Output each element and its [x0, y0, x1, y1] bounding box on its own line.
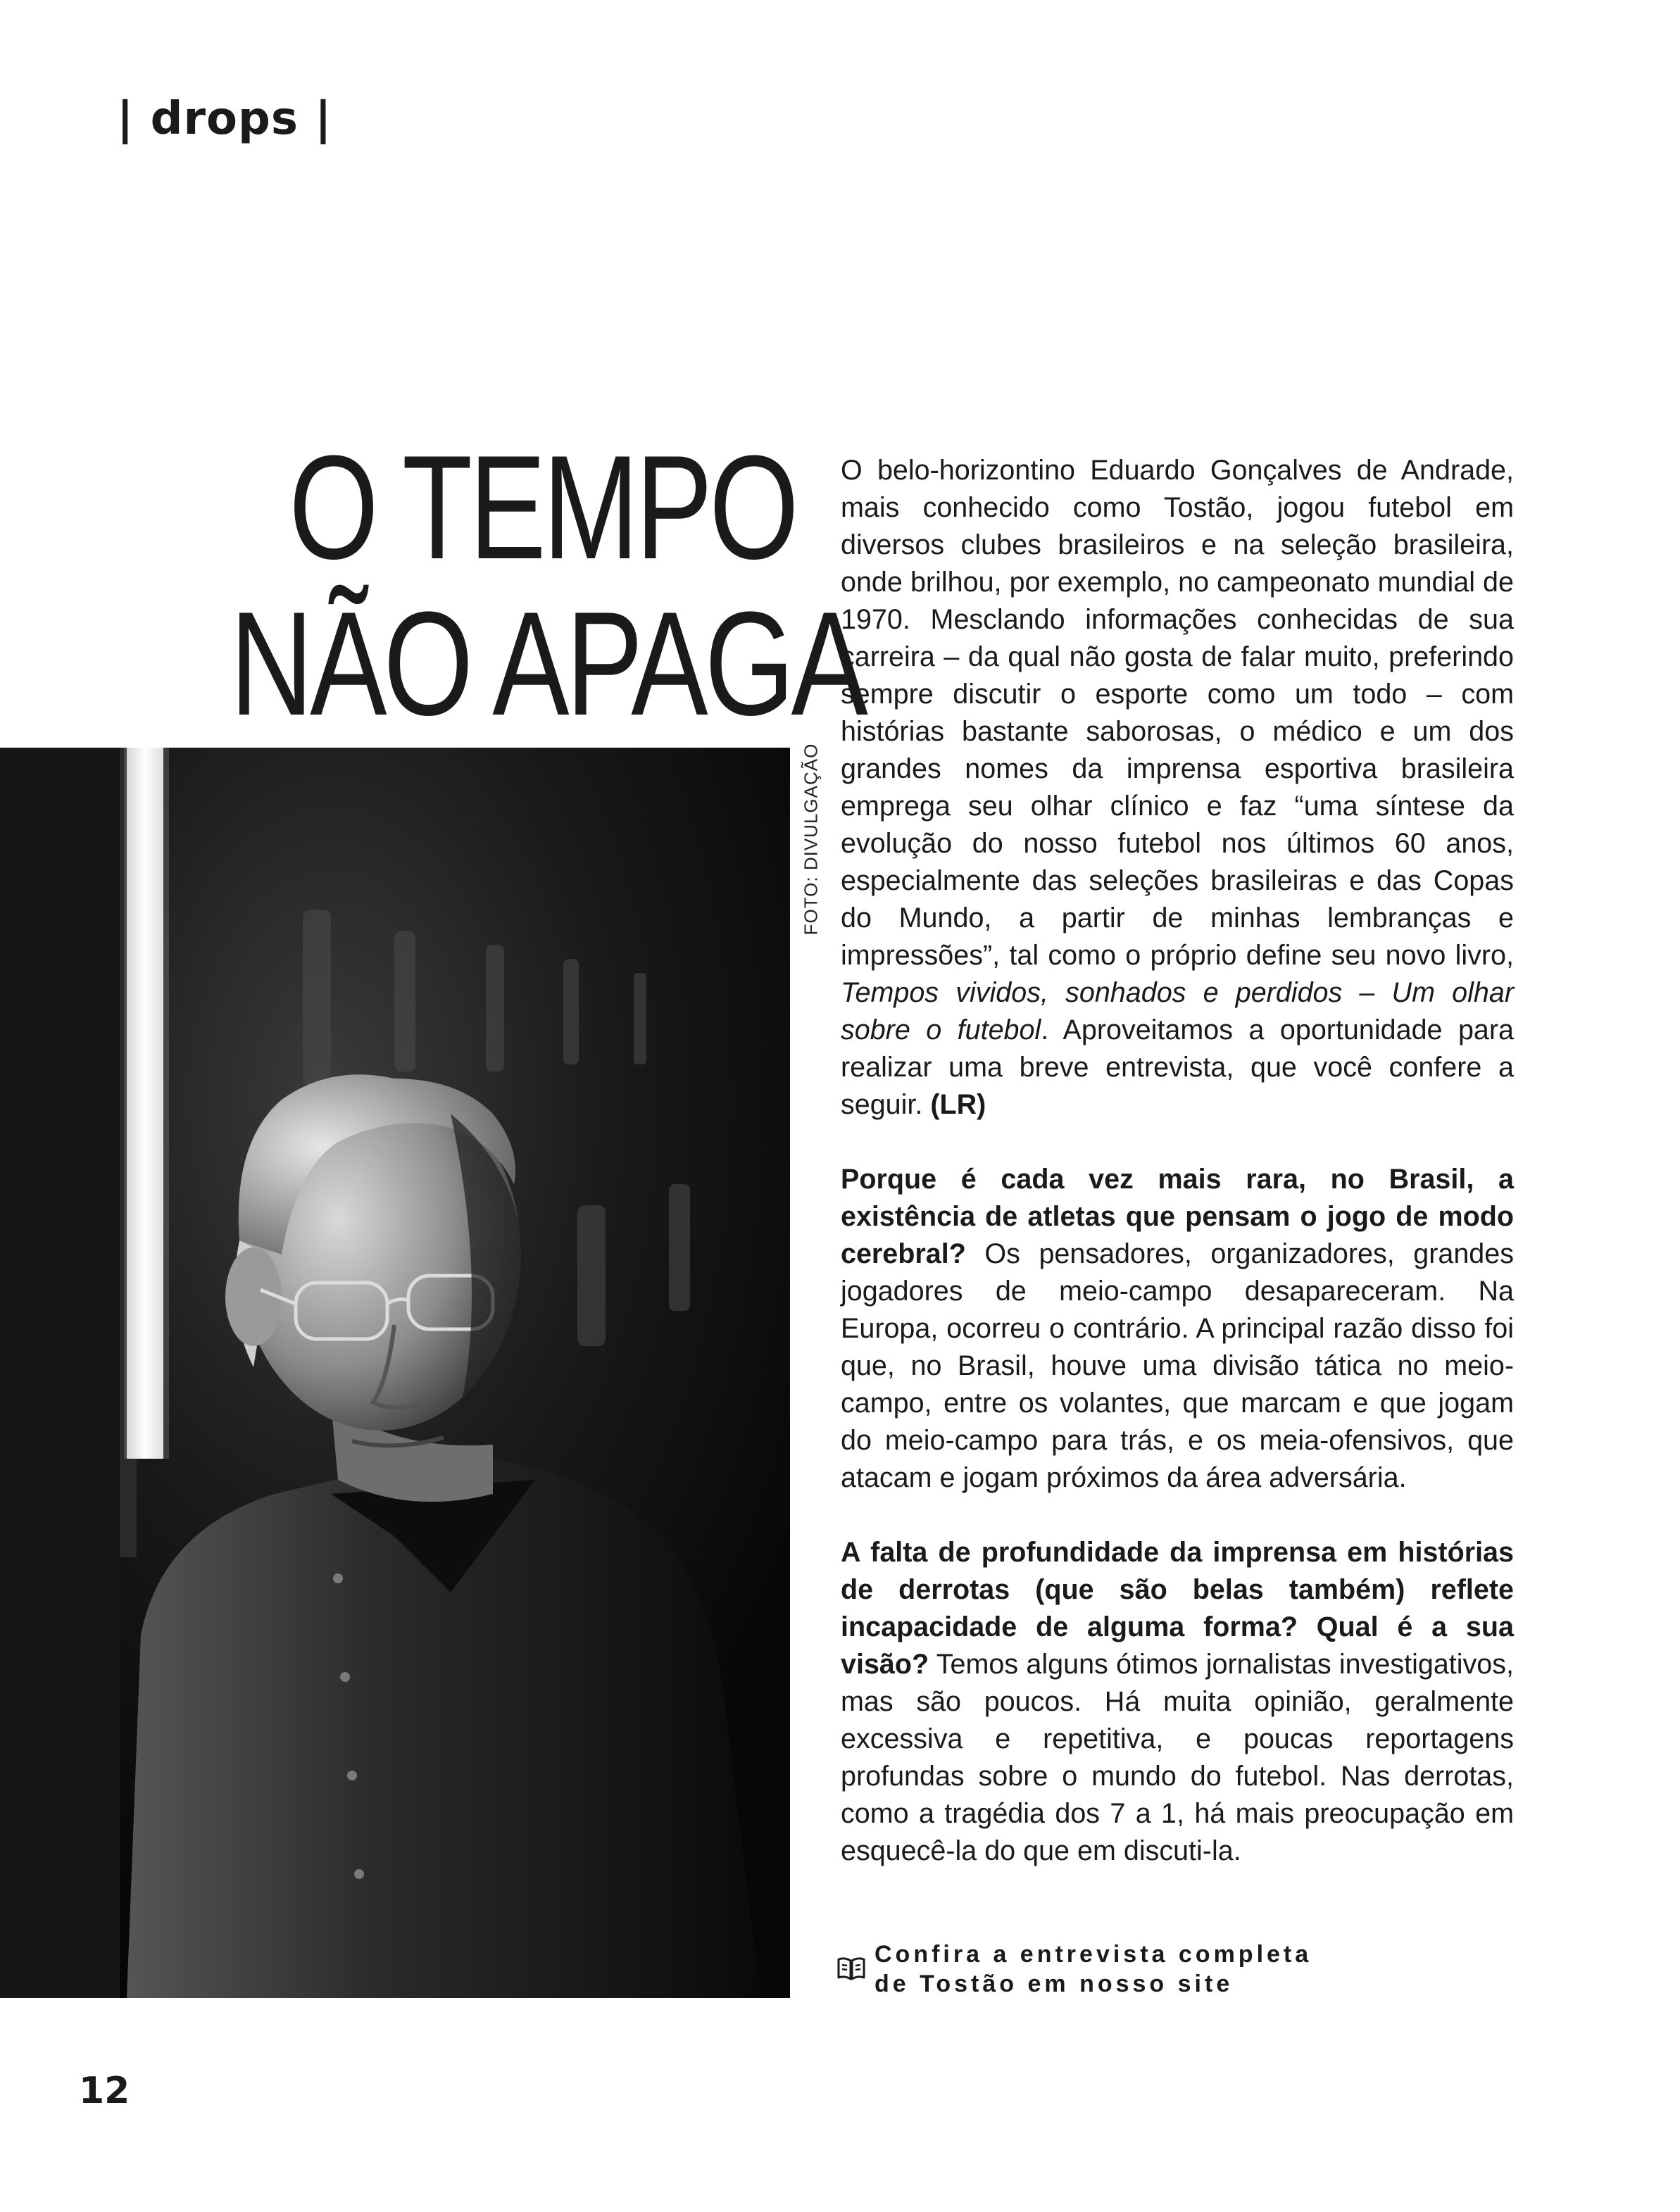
headline-line-2: NÃO APAGA	[230, 581, 865, 746]
question: A falta de profundidade da imprensa em histórias de derrotas (que são belas também) reflete incapacidade de alguma forma? Qual é a sua visão?	[841, 1537, 1514, 1680]
headline	[70, 425, 865, 746]
cta-line-2: de Tostão em nosso site	[875, 1971, 1234, 1997]
answer: Os pensadores, organizadores, grandes jogadores de meio-campo desapareceram. Na Europa, ocorreu o contrário. A principal razão disso foi que, no Brasil, houve uma divisão tática no meio-campo, entre os volantes, que marcam e que jogam do meio-campo para trás, e os meia-ofensivos, que atacam e jogam próximos da área adversária.	[841, 1238, 1514, 1493]
qa-item	[841, 1161, 1514, 1497]
qa-item	[841, 1534, 1514, 1870]
book-title: Tempos vividos, sonhados e perdidos – Um olhar sobre o futebol	[841, 977, 1514, 1045]
question: Porque é cada vez mais rara, no Brasil, a existência de atletas que pensam o jogo de modo cerebral?	[841, 1164, 1514, 1269]
article-body	[841, 452, 1514, 1907]
intro-paragraph: O belo-horizontino Eduardo Gonçalves de Andrade, mais conhecido como Tostão, jogou futebol em diversos clubes brasileiros e na seleção brasileira, onde brilhou, por exemplo, no campeonato mundial de 1970. Mesclando informações conhecidas de sua carreira – da qual não gosta de falar muito, preferindo sempre discutir o esporte como um todo – com histórias bastante saborosas, o médico e um dos grandes nomes da imprensa esportiva brasileira emprega seu olhar clínico e faz “uma síntese da evolução do nosso futebol nos últimos 60 anos, especialmente das seleções brasileiras e das Copas do Mundo, a partir de minhas lembranças e impressões”, tal como o próprio define seu novo livro, Tempos vividos, sonhados e perdidos – Um olhar sobre o futebol. Aproveitamos a oportunidade para realizar uma breve entrevista, que você confere a seguir. (LR)	[841, 455, 1515, 1120]
headline-line-1: O TEMPO	[289, 425, 796, 590]
answer: Temos alguns ótimos jornalistas investigativos, mas são poucos. Há muita opinião, geralmente excessiva e repetitiva, e poucas reportagens profundas sobre o mundo do futebol. Nas derrotas, como a tragédia dos 7 a 1, há mais preocupação em esquecê-la do que em discuti-la.	[841, 1649, 1514, 1866]
portrait-photo	[0, 748, 790, 1998]
page-number: 12	[79, 2070, 130, 2112]
section-tag: | drops |	[117, 93, 332, 145]
open-book-icon	[836, 1954, 866, 1983]
cta-line-1: Confira a entrevista completa	[875, 1941, 1312, 1968]
photo-credit: FOTO: DIVULGAÇÃO	[800, 743, 822, 936]
author-signature: (LR)	[930, 1089, 986, 1120]
website-cta[interactable]	[836, 1940, 1329, 1999]
